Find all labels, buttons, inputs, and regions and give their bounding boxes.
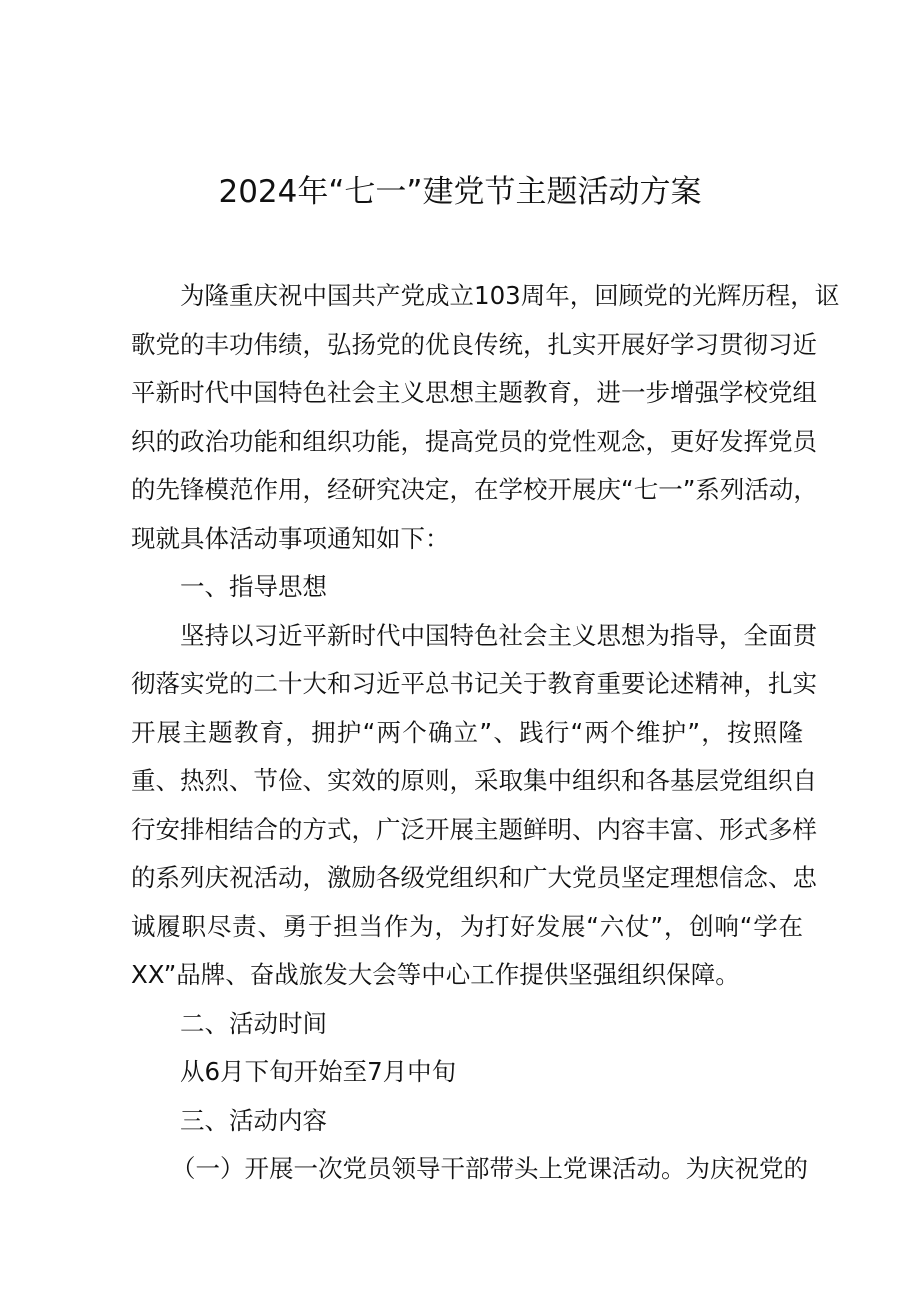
paragraph-line: 诚履职尽责、勇于担当作为，为打好发展“六仗”，创响“学在 xyxy=(131,911,803,941)
paragraph-line: 为隆重庆祝中国共产党成立103周年，回顾党的光辉历程，讴 xyxy=(180,281,840,310)
paragraph-line: 织的政治功能和组织功能，提高党员的党性观念，更好发挥党员 xyxy=(131,426,817,456)
section-heading: 三、活动内容 xyxy=(180,1105,327,1135)
section-heading: 二、活动时间 xyxy=(180,1008,327,1038)
paragraph-line: 歌党的丰功伟绩，弘扬党的优良传统，扎实开展好学习贯彻习近 xyxy=(131,329,817,359)
paragraph-line: 平新时代中国特色社会主义思想主题教育，进一步增强学校党组 xyxy=(131,378,817,407)
paragraph-line: 坚持以习近平新时代中国特色社会主义思想为指导，全面贯 xyxy=(180,620,817,650)
paragraph-line: 重、热烈、节俭、实效的原则，采取集中组织和各基层党组织自 xyxy=(131,766,817,795)
paragraph-line: 开展主题教育，拥护“两个确立”、践行“两个维护”，按照隆 xyxy=(131,717,803,747)
paragraph-line: （一）开展一次党员领导干部带头上党课活动。为庆祝党的 xyxy=(171,1154,808,1183)
document-title: 2024年“七一”建党节主题活动方案 xyxy=(218,174,702,210)
document-body xyxy=(131,272,840,1194)
section-heading: 一、指导思想 xyxy=(180,572,327,601)
paragraph-line: 的系列庆祝活动，激励各级党组织和广大党员坚定理想信念、忠 xyxy=(131,863,817,892)
paragraph-line: 现就具体活动事项通知如下： xyxy=(131,523,450,553)
paragraph-line: XX”品牌、奋战旅发大会等中心工作提供坚强组织保障。 xyxy=(131,960,740,989)
paragraph-line: 从6月下旬开始至7月中旬 xyxy=(180,1057,457,1086)
paragraph-line: 的先锋模范作用，经研究决定，在学校开展庆“七一”系列活动， xyxy=(131,475,818,504)
paragraph-line: 彻落实党的二十大和习近平总书记关于教育重要论述精神，扎实 xyxy=(131,669,817,698)
paragraph-line: 行安排相结合的方式，广泛开展主题鲜明、内容丰富、形式多样 xyxy=(131,814,817,844)
